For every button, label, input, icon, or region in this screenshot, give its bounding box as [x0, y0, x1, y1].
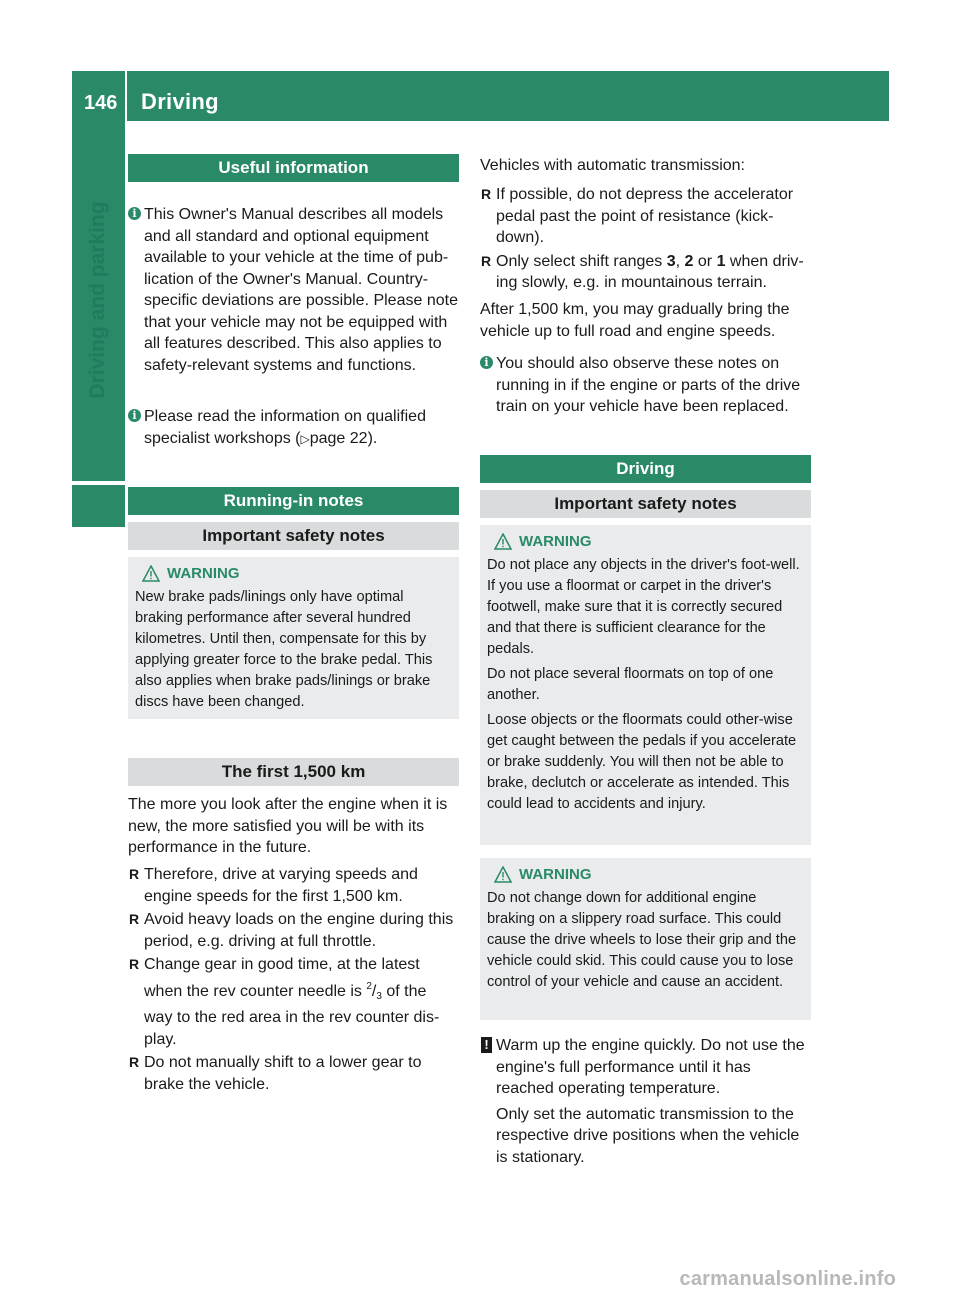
- info-note-text: You should also observe these notes on running in if the engine or parts of the drive train on your vehicle have been replaced.: [496, 355, 801, 415]
- warning-box-footwell: [480, 525, 811, 845]
- warning-text: Do not place several floormats on top of one another.: [487, 666, 774, 703]
- running-in-safety-subheading: Important safety notes: [128, 522, 459, 550]
- page-ref-arrow-icon: ▷: [300, 431, 310, 446]
- first-km-intro: The more you look after the engine when it is new, the more satisfied you will be with its performance in the future.: [128, 796, 448, 856]
- warning-triangle-icon: [142, 565, 160, 582]
- list-item: R Change gear in good time, at the latest when the rev counter needle is $^2/_3$ of the way to the red area in the rev counter dis-play.: [129, 956, 440, 1048]
- page-number: 146: [84, 92, 118, 114]
- note-text: Warm up the engine quickly. Do not use the engine's full performance until it has reached operating temperature.: [496, 1037, 805, 1097]
- warning-triangle-icon: [494, 866, 512, 883]
- running-in-heading: Running-in notes: [128, 487, 459, 515]
- list-item-text: Only select shift ranges: [496, 252, 667, 270]
- watermark: carmanualsonline.info: [679, 1268, 896, 1290]
- bullet-mark: R: [129, 866, 140, 882]
- useful-info-heading: Useful information: [128, 154, 459, 182]
- fraction-numerator: 2: [366, 980, 372, 992]
- warning-text: Do not change down for additional engine braking on a slippery road surface. This could cause the drive wheels to lose their grip and the vehicle could skid. This could cause you to lose control of your vehicle and cause an accident.: [487, 890, 797, 990]
- warning-label: WARNING: [519, 533, 592, 550]
- list-item: [480, 251, 811, 294]
- list-item: [128, 864, 459, 907]
- separator: ,: [675, 252, 685, 270]
- warning-head: [487, 531, 805, 553]
- list-item-text: Avoid heavy loads on the engine during this period, e.g. driving at full throttle.: [144, 911, 454, 950]
- list-item: [128, 909, 459, 952]
- bullet-mark: R: [129, 911, 140, 927]
- warning-label: WARNING: [167, 565, 240, 582]
- info-note-text: Please read the information on qualified specialist workshops (: [144, 408, 426, 447]
- info-note-replaced-parts: [480, 353, 811, 418]
- shift-range-2: 2: [684, 252, 694, 270]
- list-item-text: Do not manually shift to a lower gear to brake the vehicle.: [144, 1054, 422, 1093]
- list-item-text: Therefore, drive at varying speeds and engine speeds for the first 1,500 km.: [144, 866, 418, 905]
- list-item-text: of the way to the red area in the rev counter dis-play.: [144, 982, 440, 1048]
- first-km-bullets: [128, 864, 459, 1097]
- bullet-mark: R: [481, 186, 492, 202]
- info-icon: i: [128, 409, 141, 422]
- shift-range-1: 1: [716, 252, 726, 270]
- header-divider: [125, 71, 127, 121]
- driving-safety-subheading: Important safety notes: [480, 490, 811, 518]
- bullet-mark: R: [129, 956, 140, 972]
- list-item-text: If possible, do not depress the accelerator pedal past the point of resistance (kick-down).: [496, 186, 794, 246]
- exclamation-icon: !: [481, 1037, 492, 1053]
- warning-box-downshift: [480, 858, 811, 1020]
- after-running-in-text: After 1,500 km, you may gradually bring the vehicle up to full road and engine speeds.: [480, 301, 790, 340]
- info-note-models: [128, 204, 459, 376]
- warning-triangle-icon: [494, 533, 512, 550]
- first-km-heading: The first 1,500 km: [128, 758, 459, 786]
- info-icon: i: [480, 356, 493, 369]
- info-note-text: This Owner's Manual describes all models and all standard and optional equipment available to your vehicle at the time of pub-lication of the Owner's Manual. Country-specific deviations are possible. Please note that your vehicle may not be equipped with all features described. This also applies to safety-relevant systems and functions.: [144, 206, 458, 374]
- list-item-text: Change gear in good time, at the latest when the rev counter needle is: [144, 956, 420, 1000]
- info-icon: i: [128, 207, 141, 220]
- warning-text: New brake pads/linings only have optimal braking performance after several hundred kilometres. Until then, compensate for this by applying greater force to the brake pedal. This also applies when brake pads/linings or brake discs have been changed.: [135, 589, 433, 710]
- list-item-text: when driv-ing slowly, e.g. in mountainous terrain.: [496, 252, 804, 291]
- separator: or: [693, 252, 717, 270]
- list-item: [480, 184, 811, 249]
- fraction-denominator: 3: [376, 990, 382, 1002]
- warning-head: [487, 864, 805, 886]
- info-note-workshops: [128, 406, 459, 450]
- note-text: Only set the automatic transmission to the respective drive positions when the vehicle is stationary.: [496, 1105, 800, 1166]
- warning-label: WARNING: [519, 866, 592, 883]
- page-reference-link[interactable]: page 22: [309, 429, 368, 447]
- warning-text: Loose objects or the floormats could other-wise get caught between the pedals if you accelerate or brake suddenly. You will then not be able to brake, declutch or accelerate as intended. This could lead to accidents and injury.: [487, 712, 797, 812]
- auto-transmission-intro: Vehicles with automatic transmission:: [480, 157, 745, 174]
- note-warm-up: [480, 1035, 811, 1168]
- page-title: Driving: [141, 89, 219, 114]
- auto-transmission-bullets: [480, 184, 811, 296]
- bullet-mark: R: [481, 252, 492, 269]
- list-item: [128, 1052, 459, 1095]
- warning-box-brakes: [128, 557, 459, 719]
- side-tab: [72, 485, 125, 527]
- shift-range-3: 3: [666, 252, 676, 270]
- driving-heading: Driving: [480, 455, 811, 483]
- bullet-mark: R: [129, 1054, 140, 1070]
- side-chapter-label: Driving and parking: [86, 201, 109, 399]
- warning-head: [135, 563, 453, 585]
- warning-text: Do not place any objects in the driver's foot-well. If you use a floormat or carpet in the driver's footwell, make sure that it is correctly secured and that there is sufficient clearance for the pedals.: [487, 557, 800, 657]
- info-note-text-end: ).: [367, 429, 378, 447]
